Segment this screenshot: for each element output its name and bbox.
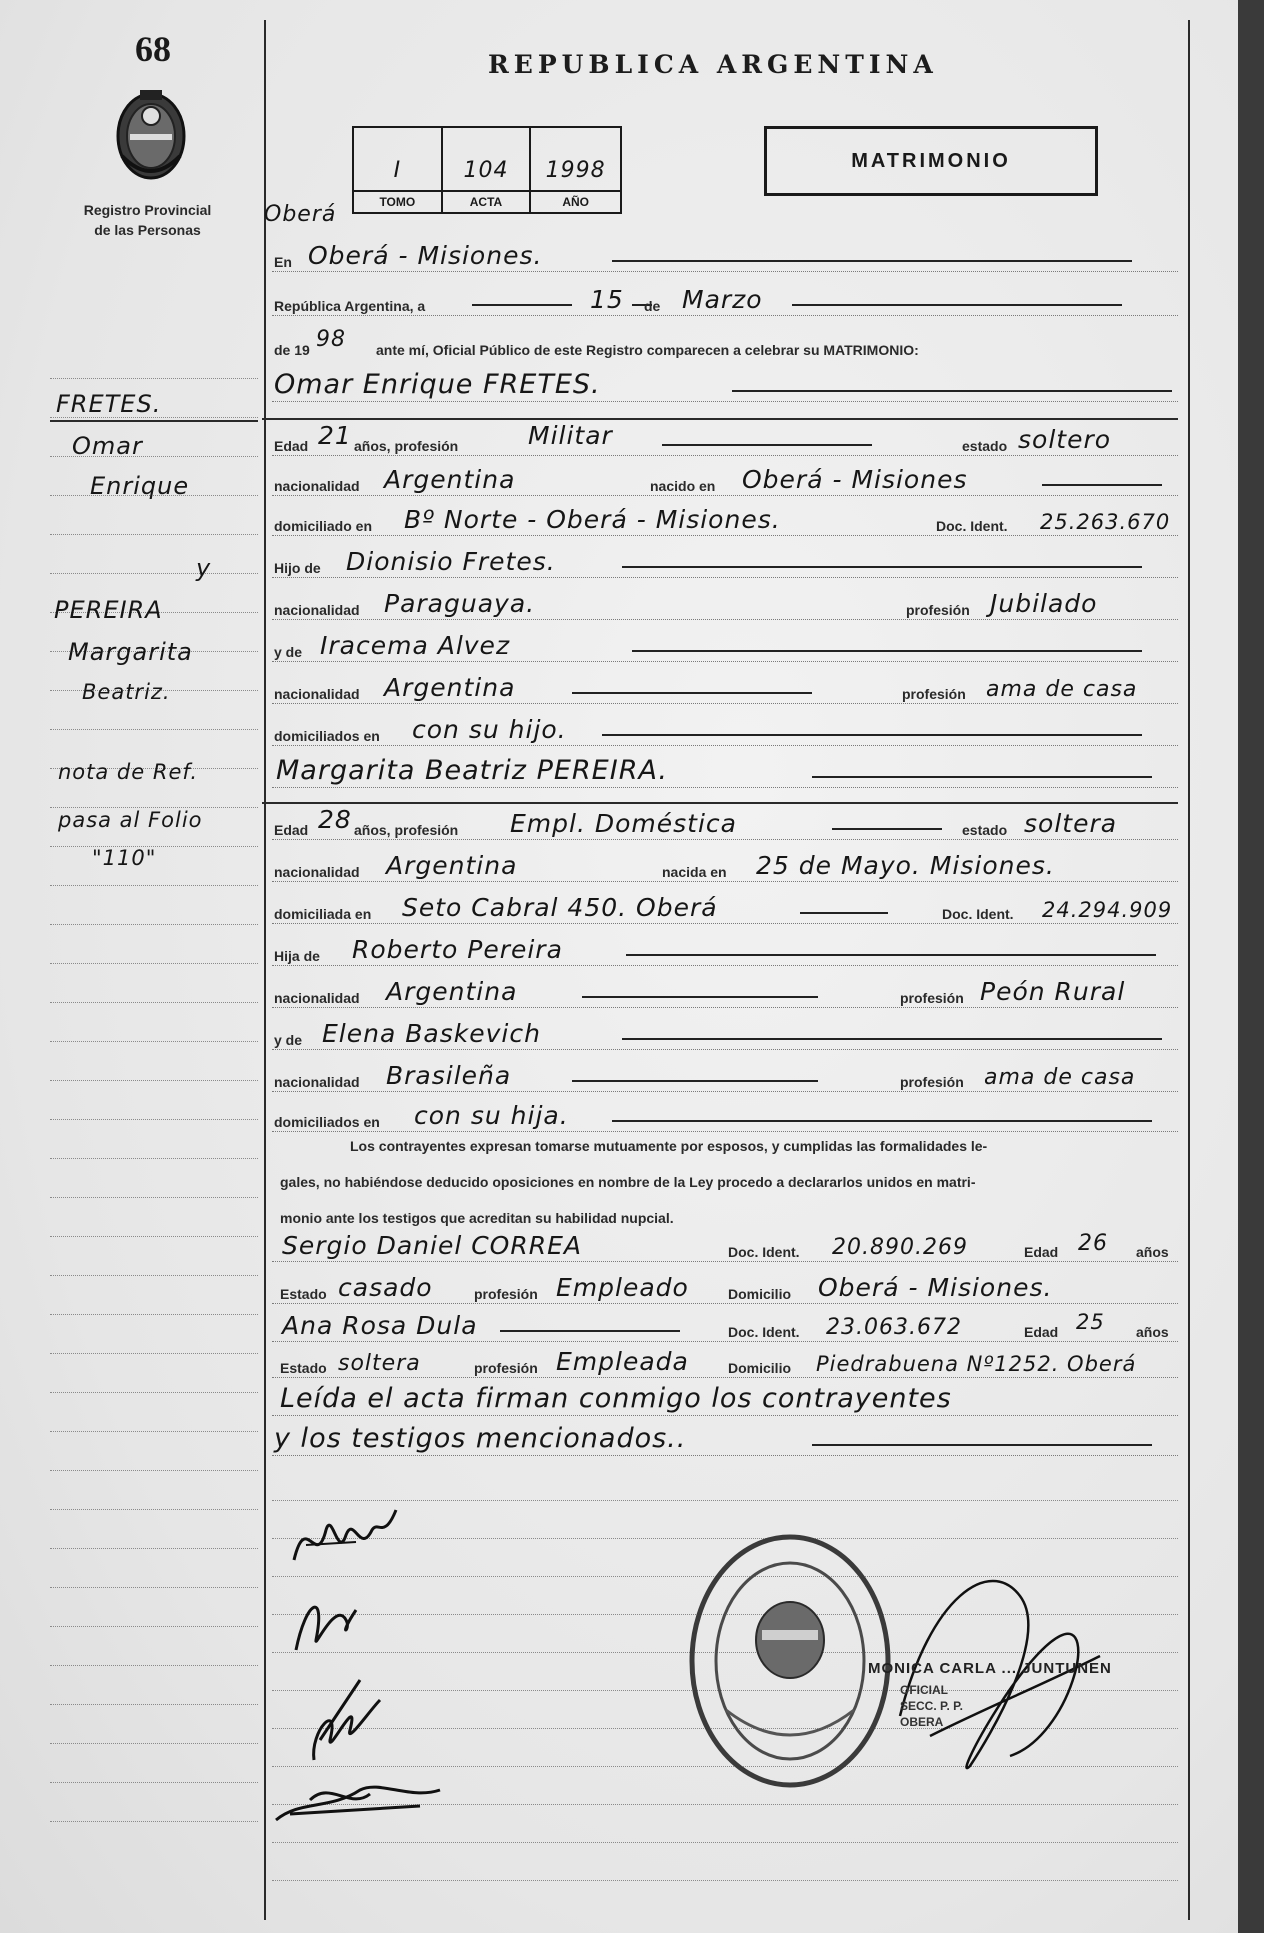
groom-father-nationality: Paraguaya. [384,589,536,618]
margin-rule-line [50,1704,258,1705]
label-doc-ident-2: Doc. Ident. [942,906,1014,922]
signature-witness-1 [300,1670,390,1770]
legal-text-line-3: monio ante los testigos que acreditan su habilidad nupcial. [280,1210,674,1226]
margin-rule-line [50,1782,258,1783]
registry-line-2: de las Personas [94,222,201,238]
row-bride-mother [272,1018,1178,1054]
acta-value: 104 [463,158,509,183]
bride-parents-address: con su hija. [414,1101,569,1130]
row-bride-age [272,805,1178,844]
row-groom-father-nationality [272,588,1178,624]
label-edad-w2: Edad [1024,1324,1059,1340]
row-groom-mother-nationality [272,672,1178,708]
groom-father-profession: Jubilado [990,589,1098,618]
margin-groom-name-2: Enrique [90,472,190,500]
label-domicilio-w1: Domicilio [728,1286,792,1302]
closing-line-2: y los testigos mencionados.. [274,1423,687,1454]
stamp-official-name: MONICA CARLA ... JUNTUNEN [868,1660,1112,1677]
witness-2-profession: Empleada [556,1347,689,1376]
margin-rule-line [50,1392,258,1393]
year-suffix-value: 98 [316,327,346,352]
acta-cell [443,128,532,212]
margin-rule-line [50,1314,258,1315]
label-doc-ident-w2: Doc. Ident. [728,1324,800,1340]
label-anios-w2: años [1136,1324,1169,1340]
margin-rule-line [50,924,258,925]
label-doc-ident: Doc. Ident. [936,518,1008,534]
witness-1-age: 26 [1078,1231,1108,1256]
row-closing-1 [272,1384,1178,1420]
label-nacionalidad-4: nacionalidad [274,864,360,880]
day-value: 15 [590,285,624,314]
row-bride-nationality [272,850,1178,886]
label-nacionalidad-5: nacionalidad [274,990,360,1006]
witness-2-age: 25 [1076,1310,1105,1334]
row-witness-1-details [272,1272,1178,1308]
bride-mother-nationality: Brasileña [386,1061,512,1090]
groom-father: Dionisio Fretes. [346,547,556,576]
margin-rule-line [50,1041,258,1042]
groom-mother: Iracema Alvez [320,631,511,660]
row-bride-address [272,892,1178,928]
bride-marital-status: soltera [1024,809,1118,838]
groom-birthplace: Oberá - Misiones [742,465,968,494]
label-hija-de: Hija de [274,948,320,964]
registry-line-1: Registro Provincial [83,202,212,218]
witness-2-marital-status: soltera [338,1351,421,1376]
witness-1-address: Oberá - Misiones. [818,1273,1053,1302]
tomo-label: TOMO [354,190,441,212]
groom-age: 21 [318,421,352,450]
label-republica: República Argentina, a [274,298,426,314]
margin-rule-line [50,1431,258,1432]
label-y-de: y de [274,644,303,660]
acta-label: ACTA [443,190,530,212]
witness-1-profession: Empleado [556,1273,689,1302]
witness-1-name: Sergio Daniel CORREA [282,1231,582,1260]
row-bride-father [272,934,1178,970]
label-de: de [644,298,661,314]
margin-rule-line [50,1821,258,1822]
bride-father-profession: Peón Rural [980,977,1126,1006]
margin-rule-line [50,1002,258,1003]
tomo-value: I [393,158,402,183]
groom-mother-profession: ama de casa [986,677,1138,702]
bride-father-nationality: Argentina [386,977,518,1006]
row-witness-2-details [272,1346,1178,1382]
row-groom-father [272,546,1178,582]
label-profesion-4: profesión [900,1074,964,1090]
margin-ref-note-2: pasa al Folio [58,808,203,832]
signature-rule-line [272,1500,1178,1501]
anio-cell [531,128,620,212]
registry-name [60,200,235,240]
bride-mother: Elena Baskevich [322,1019,541,1048]
margin-bride-surname: PEREIRA [54,596,163,624]
signature-rule-line [272,1842,1178,1843]
label-nacionalidad: nacionalidad [274,478,360,494]
label-year-prefix: de 19 [274,342,310,358]
stamp-place: OBERA [900,1715,944,1729]
bride-mother-profession: ama de casa [984,1065,1136,1090]
bride-father: Roberto Pereira [352,935,563,964]
bride-address: Seto Cabral 450. Oberá [402,893,718,922]
label-y-de-2: y de [274,1032,303,1048]
bride-profession: Empl. Doméstica [510,809,737,838]
margin-rule-line [50,573,258,574]
witness-2-address: Piedrabuena Nº1252. Oberá [816,1352,1137,1376]
margin-rule-line [50,378,258,379]
groom-profession: Militar [528,421,613,450]
margin-rule-line [50,1197,258,1198]
row-groom-parents-address [272,714,1178,750]
groom-full-name: Omar Enrique FRETES. [274,369,601,400]
groom-mother-nationality: Argentina [384,673,516,702]
margin-rule-line [50,885,258,886]
label-profesion-3: profesión [900,990,964,1006]
groom-marital-status: soltero [1018,425,1112,454]
margin-groom-name-1: Omar [72,432,143,460]
witness-2-name: Ana Rosa Dula [282,1311,478,1340]
label-profesion-w1: profesión [474,1286,538,1302]
label-anios-w1: años [1136,1244,1169,1260]
bride-age: 28 [318,805,352,834]
declaration-text: ante mí, Oficial Público de este Registro comparecen a celebrar su MATRIMONIO: [376,342,919,358]
margin-rule-line [50,1548,258,1549]
page-number: 68 [135,29,171,69]
margin-rule-line [50,1509,258,1510]
signature-rule-line [272,1880,1178,1881]
margin-rule-line [50,1353,258,1354]
right-margin-rule [1188,20,1190,1920]
label-edad: Edad [274,438,309,454]
label-domiciliados-en: domiciliados en [274,728,380,744]
signature-groom [286,1500,406,1580]
country-heading: REPUBLICA ARGENTINA [488,50,938,79]
label-estado-2: estado [962,822,1008,838]
tomo-cell [354,128,443,212]
bride-full-name: Margarita Beatriz PEREIRA. [276,755,669,786]
label-estado-w2: Estado [280,1360,327,1376]
closing-line-1: Leída el acta firman conmigo los contrayentes [280,1383,952,1414]
groom-doc-ident: 25.263.670 [1040,510,1171,534]
row-witness-1-name [272,1230,1178,1266]
label-edad-2: Edad [274,822,309,838]
margin-separator [50,420,258,422]
label-nacionalidad-3: nacionalidad [274,686,360,702]
label-profesion: profesión [906,602,970,618]
stamp-title: OFICIAL [900,1683,948,1697]
margin-rule-line [50,534,258,535]
row-date [272,284,1178,320]
margin-rule-line [50,729,258,730]
month-value: Marzo [682,285,763,314]
margin-rule-line [50,963,258,964]
label-en: En [274,254,292,270]
witness-1-marital-status: casado [338,1273,433,1302]
margin-ref-note-1: nota de Ref. [58,760,199,784]
label-nacionalidad-6: nacionalidad [274,1074,360,1090]
label-domiciliados-en-2: domiciliados en [274,1114,380,1130]
anio-label: AÑO [531,190,620,212]
margin-rule-line [50,1275,258,1276]
signature-witness-2 [270,1770,450,1830]
label-doc-ident-w1: Doc. Ident. [728,1244,800,1260]
label-estado-w1: Estado [280,1286,327,1302]
margin-rule-line [50,1080,258,1081]
margin-rule-line [50,1665,258,1666]
label-nacida-en: nacida en [662,864,727,880]
legal-text-line-2: gales, no habiéndose deducido oposiciones en nombre de la Ley procedo a declararlos unidos en matri- [280,1174,976,1190]
place-value: Oberá - Misiones. [308,241,543,270]
row-place [272,240,1178,276]
label-profesion-2: profesión [902,686,966,702]
label-anios-profesion: años, profesión [354,438,459,454]
bride-section-separator [262,802,1178,804]
margin-bride-name-1: Margarita [68,638,193,666]
stamp-details [900,1682,963,1730]
margin-ref-note-3: "110" [92,846,157,870]
groom-nationality: Argentina [384,465,516,494]
row-closing-2 [272,1424,1178,1460]
official-seal-icon [686,1530,894,1792]
margin-rule-line [50,1158,258,1159]
bride-birthplace: 25 de Mayo. Misiones. [756,851,1055,880]
row-groom-address [272,504,1178,540]
row-groom-name [272,370,1178,406]
margin-bride-name-2: Beatriz. [82,680,171,704]
margin-rule-line [50,1470,258,1471]
row-witness-2-name [272,1310,1178,1346]
margin-rule-line [50,1743,258,1744]
side-place-note: Oberá [264,202,337,227]
bride-doc-ident: 24.294.909 [1042,898,1173,922]
margin-rule-line [50,1587,258,1588]
margin-groom-surname: FRETES. [56,390,162,418]
document-type-box: MATRIMONIO [764,126,1098,196]
label-domiciliado-en: domiciliado en [274,518,373,534]
legal-text-line-1: Los contrayentes expresan tomarse mutuamente por esposos, y cumplidas las formalidades le- [350,1138,988,1154]
row-bride-mother-nationality [272,1060,1178,1096]
row-declaration [272,328,1178,364]
coat-of-arms-icon [112,86,190,184]
left-margin-rule [264,20,266,1920]
witness-2-doc-ident: 23.063.672 [826,1315,962,1340]
anio-value: 1998 [545,158,606,183]
margin-conjunction: y [196,554,212,582]
groom-parents-address: con su hijo. [412,715,567,744]
label-estado: estado [962,438,1008,454]
label-hijo-de: Hijo de [274,560,321,576]
margin-rule-line [50,1119,258,1120]
margin-rule-line [50,1236,258,1237]
row-groom-age [272,421,1178,460]
witness-1-doc-ident: 20.890.269 [832,1235,968,1260]
label-domiciliada-en: domiciliada en [274,906,372,922]
label-anios-profesion-2: años, profesión [354,822,459,838]
signature-bride [286,1580,366,1660]
row-bride-father-nationality [272,976,1178,1012]
row-groom-nationality [272,464,1178,500]
stamp-section: SECC. P. P. [900,1699,963,1713]
binding-edge [1238,0,1264,1933]
groom-address: Bº Norte - Oberá - Misiones. [404,505,781,534]
label-nacionalidad-2: nacionalidad [274,602,360,618]
label-profesion-w2: profesión [474,1360,538,1376]
label-edad-w1: Edad [1024,1244,1059,1260]
bride-nationality: Argentina [386,851,518,880]
groom-section-separator [262,418,1178,420]
record-number-box [352,126,622,214]
row-groom-mother [272,630,1178,666]
margin-rule-line [50,1626,258,1627]
label-domicilio-w2: Domicilio [728,1360,792,1376]
row-bride-name [272,756,1178,792]
label-nacido-en: nacido en [650,478,716,494]
